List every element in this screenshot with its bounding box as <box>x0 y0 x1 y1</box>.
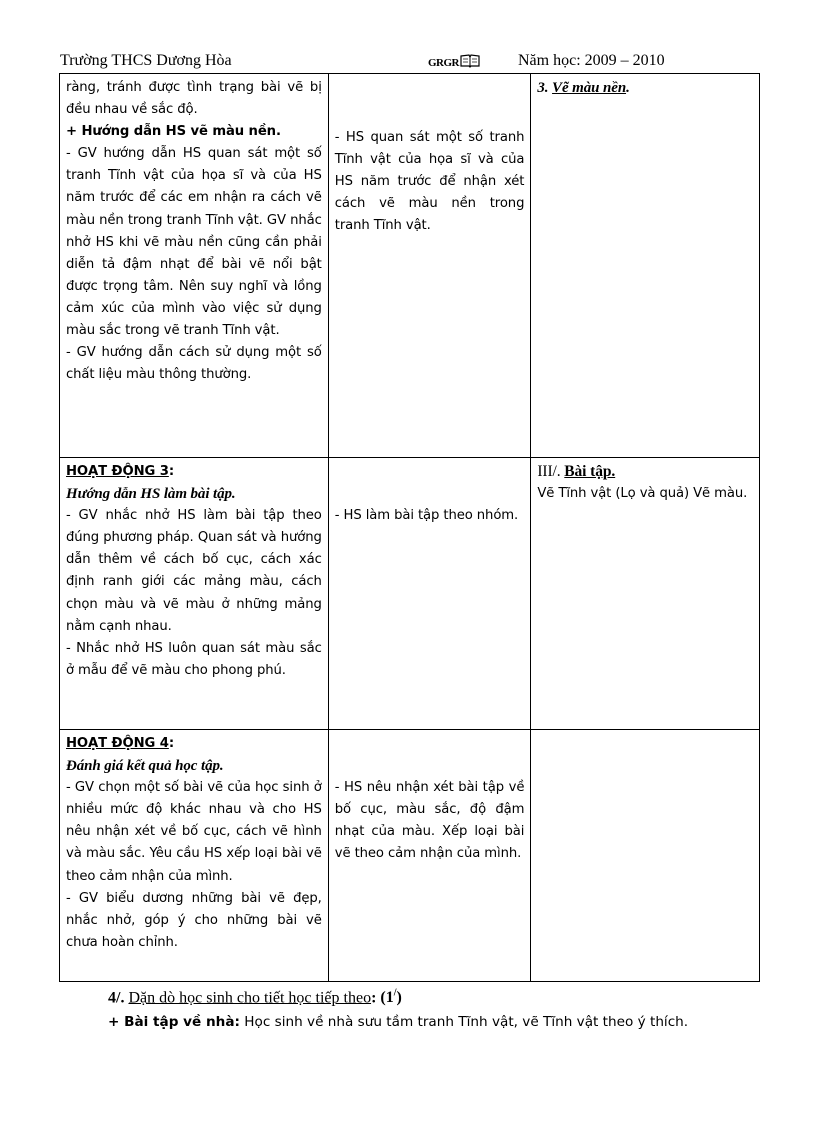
homework-text: Học sinh về nhà sưu tầm tranh Tĩnh vật, vẽ Tĩnh vật theo ý thích. <box>239 1014 689 1030</box>
homework-label: + Bài tập về nhà: <box>108 1014 240 1030</box>
table-row <box>60 74 760 458</box>
student-text: - HS làm bài tập theo nhóm. <box>334 508 519 523</box>
school-year: Năm học: 2009 – 2010 <box>518 52 665 69</box>
section-body: Vẽ Tĩnh vật (Lọ và quả) Vẽ màu. <box>537 486 748 502</box>
section-heading <box>537 461 753 483</box>
activity-heading <box>66 461 322 483</box>
table-row <box>60 458 760 730</box>
activity-colon: : <box>168 464 175 479</box>
section-number: III/. <box>537 463 565 480</box>
activity-label: HOẠT ĐỘNG 3 <box>66 464 169 479</box>
homework-line <box>108 1014 688 1030</box>
time-open: (1 <box>380 989 394 1007</box>
cell-spacer <box>335 461 525 505</box>
teacher-subhead: Đánh giá kết quả học tập. <box>66 758 224 775</box>
student-activity-cell <box>328 730 531 982</box>
cell-spacer <box>335 733 525 777</box>
activity-colon: : <box>168 736 175 751</box>
content-cell <box>531 74 760 458</box>
footer-title: Dặn dò học sinh cho tiết học tiếp theo <box>128 989 372 1007</box>
table-row <box>60 730 760 982</box>
teacher-text: ràng, tránh được tình trạng bài vẽ bị đều nhau về sắc độ. <box>66 80 322 118</box>
school-name: Trường THCS Dương Hòa <box>60 52 232 69</box>
activity-heading <box>66 733 322 755</box>
teacher-subhead: Hướng dẫn HS làm bài tập. <box>66 486 236 503</box>
footer-number: 4/. <box>108 989 129 1007</box>
open-book-icon <box>460 54 480 68</box>
section-title: Bài tập. <box>564 463 616 480</box>
section-title: Vẽ màu nền <box>552 80 627 96</box>
student-text: - HS quan sát một số tranh Tĩnh vật của họa sĩ và của HS năm trước để nhận xét cách vẽ màu nền trong tranh Tĩnh vật. <box>334 130 525 234</box>
teacher-paragraph: - Nhắc nhở HS luôn quan sát màu sắc ở mẫu để vẽ màu cho phong phú. <box>66 640 322 678</box>
homework-heading <box>108 988 402 1007</box>
student-activity-cell <box>328 458 531 730</box>
teacher-activity-cell <box>60 458 329 730</box>
content-cell <box>531 458 760 730</box>
ornament-text: GRGR <box>428 57 459 69</box>
lesson-table <box>59 73 760 982</box>
footer-time <box>380 989 401 1006</box>
teacher-paragraph: - GV hướng dẫn cách sử dụng một số chất liệu màu thông thường. <box>66 345 322 383</box>
cell-spacer <box>335 77 525 127</box>
time-close: ) <box>396 989 402 1007</box>
time-sup: / <box>393 988 397 999</box>
teacher-subhead: + Hướng dẫn HS vẽ màu nền. <box>66 124 281 140</box>
header-ornament <box>428 54 480 69</box>
teacher-paragraph: - GV chọn một số bài vẽ của học sinh ở nhiều mức độ khác nhau và cho HS nêu nhận xét về bố cục, cách vẽ hình và màu sắc. Yêu cầu HS xếp loại bài vẽ theo cảm nhận của mình. <box>66 780 322 884</box>
section-heading <box>537 77 753 99</box>
section-number: 3. <box>537 80 553 96</box>
page-header <box>60 48 760 74</box>
student-activity-cell <box>328 74 531 458</box>
teacher-paragraph: - GV biểu dương những bài vẽ đẹp, nhắc nhở, góp ý cho những bài vẽ chưa hoàn chỉnh. <box>66 890 322 950</box>
content-cell <box>531 730 760 982</box>
teacher-activity-cell <box>60 74 329 458</box>
activity-label: HOẠT ĐỘNG 4 <box>66 736 169 751</box>
footer-colon: : <box>371 989 381 1007</box>
section-end: . <box>626 80 630 96</box>
teacher-activity-cell <box>60 730 329 982</box>
teacher-paragraph: - GV hướng dẫn HS quan sát một số tranh Tĩnh vật của họa sĩ và của HS năm trước để các em nhận ra cách vẽ màu nền trong tranh Tĩnh vật. GV nhắc nhở HS khi vẽ màu nền cũng cần phải diễn tả đậm nhạt để bài vẽ nổi bật được trọng tâm. Nên suy nghĩ và lồng cảm xúc của mình vào việc sử dụng màu sắc trong vẽ tranh Tĩnh vật. <box>66 146 322 339</box>
student-text: - HS nêu nhận xét bài tập về bố cục, màu sắc, độ đậm nhạt của màu. Xếp loại bài vẽ theo cảm nhận của mình. <box>334 780 525 862</box>
teacher-paragraph: - GV nhắc nhở HS làm bài tập theo đúng phương pháp. Quan sát và hướng dẫn thêm về cách bố cục, cách xác định ranh giới các mảng màu, cách chọn màu và vẽ màu ở những mảng nằm cạnh nhau. <box>66 508 322 634</box>
